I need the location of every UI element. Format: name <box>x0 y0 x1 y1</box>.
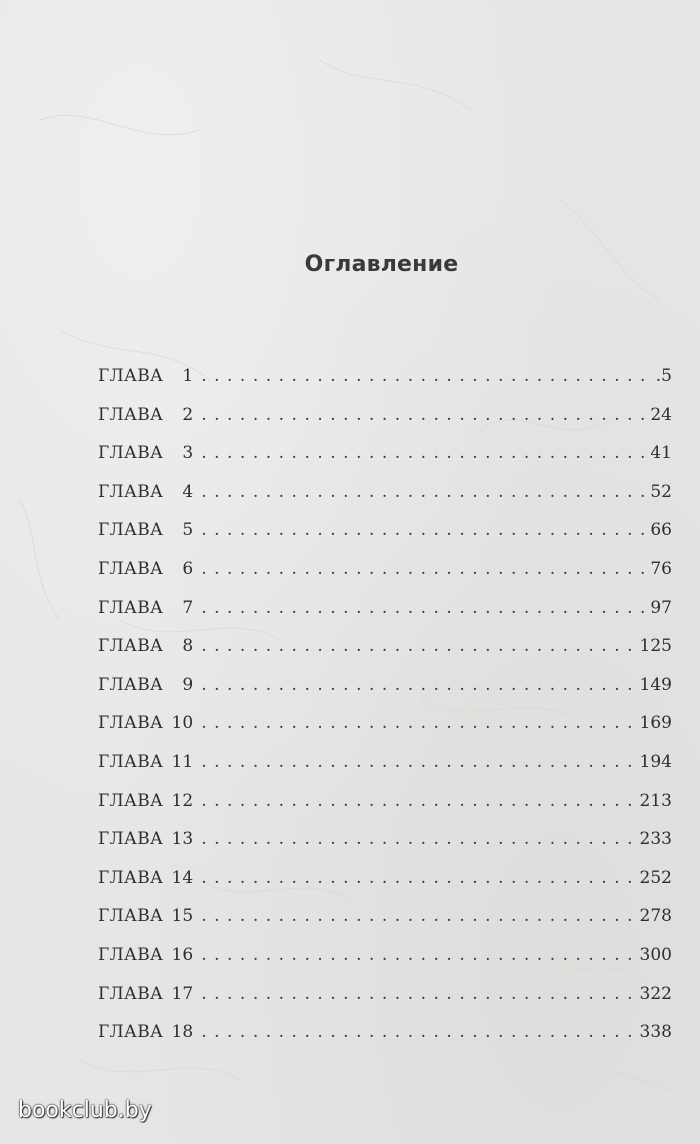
toc-entry <box>98 984 672 1023</box>
chapter-number: 2 <box>182 404 194 425</box>
table-of-contents <box>98 366 672 1061</box>
chapter-number: 9 <box>182 674 194 695</box>
toc-entry <box>98 868 672 907</box>
chapter-label: ГЛАВА <box>98 597 164 618</box>
dot-leader <box>201 520 644 540</box>
dot-leader <box>201 636 633 656</box>
dot-leader <box>201 482 644 502</box>
chapter-label: ГЛАВА <box>98 1022 164 1043</box>
page-number: 52 <box>650 481 672 502</box>
chapter-label: ГЛАВА <box>98 366 164 386</box>
page-number: 97 <box>650 597 672 618</box>
toc-entry <box>98 636 672 675</box>
page-number: 66 <box>650 520 672 541</box>
toc-entry <box>98 520 672 559</box>
dot-leader <box>201 906 633 926</box>
toc-entry <box>98 791 672 830</box>
page-number: 322 <box>639 983 672 1004</box>
dot-leader <box>201 366 646 386</box>
chapter-number: 14 <box>171 867 194 888</box>
chapter-number: 11 <box>171 751 194 772</box>
dot-leader <box>201 829 633 849</box>
toc-entry <box>98 752 672 791</box>
dot-leader <box>201 405 644 425</box>
dot-leader <box>201 559 644 579</box>
toc-entry <box>98 598 672 637</box>
chapter-number: 8 <box>182 636 194 657</box>
chapter-label: ГЛАВА <box>98 829 164 850</box>
page-number: 24 <box>650 404 672 425</box>
page-number: 252 <box>639 867 672 888</box>
dot-leader <box>201 598 644 618</box>
chapter-label: ГЛАВА <box>98 906 164 927</box>
chapter-number: 1 <box>182 366 194 386</box>
dot-leader <box>201 984 633 1004</box>
chapter-label: ГЛАВА <box>98 867 164 888</box>
page-number: 233 <box>639 829 672 850</box>
chapter-number: 12 <box>171 790 194 811</box>
dot-leader <box>201 791 633 811</box>
chapter-label: ГЛАВА <box>98 443 164 464</box>
chapter-label: ГЛАВА <box>98 790 164 811</box>
chapter-number: 18 <box>171 1022 194 1043</box>
page-number: .5 <box>655 366 672 386</box>
chapter-label: ГЛАВА <box>98 636 164 657</box>
toc-entry <box>98 945 672 984</box>
page-number: 194 <box>639 751 672 772</box>
toc-entry <box>98 366 672 405</box>
dot-leader <box>201 675 633 695</box>
chapter-number: 6 <box>182 558 194 579</box>
chapter-label: ГЛАВА <box>98 674 164 695</box>
toc-entry <box>98 443 672 482</box>
page-number: 41 <box>650 443 672 464</box>
toc-entry <box>98 906 672 945</box>
toc-entry <box>98 713 672 752</box>
toc-entry <box>98 1022 672 1061</box>
chapter-number: 7 <box>182 597 194 618</box>
chapter-number: 4 <box>182 481 194 502</box>
chapter-number: 13 <box>171 829 194 850</box>
chapter-number: 5 <box>182 520 194 541</box>
toc-entry <box>98 559 672 598</box>
dot-leader <box>201 443 644 463</box>
chapter-label: ГЛАВА <box>98 751 164 772</box>
chapter-number: 10 <box>171 713 194 734</box>
page-number: 169 <box>639 713 672 734</box>
page-number: 213 <box>639 790 672 811</box>
dot-leader <box>201 868 633 888</box>
chapter-number: 15 <box>171 906 194 927</box>
chapter-label: ГЛАВА <box>98 558 164 579</box>
dot-leader <box>201 1022 633 1042</box>
toc-entry <box>98 482 672 521</box>
chapter-label: ГЛАВА <box>98 983 164 1004</box>
dot-leader <box>201 713 633 733</box>
chapter-label: ГЛАВА <box>98 944 164 965</box>
chapter-label: ГЛАВА <box>98 520 164 541</box>
page-number: 149 <box>639 674 672 695</box>
chapter-label: ГЛАВА <box>98 713 164 734</box>
page-number: 338 <box>639 1022 672 1043</box>
dot-leader <box>201 752 633 772</box>
chapter-number: 17 <box>171 983 194 1004</box>
chapter-label: ГЛАВА <box>98 404 164 425</box>
toc-entry <box>98 829 672 868</box>
dot-leader <box>201 945 633 965</box>
chapter-number: 16 <box>171 944 194 965</box>
watermark: bookclub.by <box>18 1098 152 1123</box>
chapter-label: ГЛАВА <box>98 481 164 502</box>
toc-entry <box>98 405 672 444</box>
page-number: 125 <box>639 636 672 657</box>
chapter-number: 3 <box>182 443 194 464</box>
toc-entry <box>98 675 672 714</box>
toc-title: Оглавление <box>304 252 459 277</box>
page-number: 278 <box>639 906 672 927</box>
page-number: 300 <box>639 944 672 965</box>
page-number: 76 <box>650 558 672 579</box>
